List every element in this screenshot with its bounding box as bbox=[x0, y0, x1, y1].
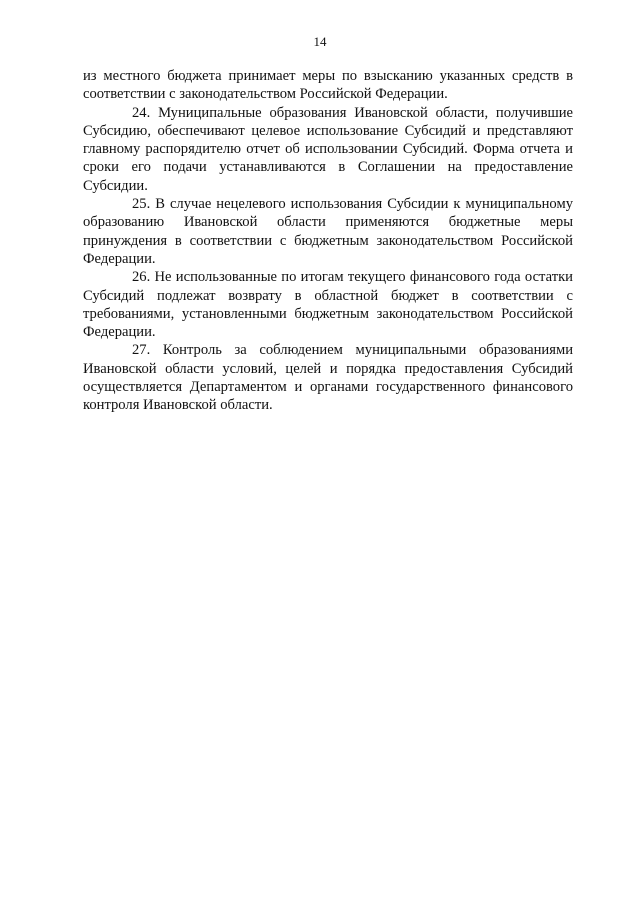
paragraph-24: 24. Муниципальные образования Ивановской области, получившие Субсидию, обеспечивают целевое использование Субсидий и представляют главному распорядителю отчет об использовании Субсидий. Форма отчета и сроки его подачи устанавливаются в Соглашении на предоставление Субсидии. bbox=[83, 104, 573, 194]
document-body bbox=[83, 67, 573, 415]
page-number: 14 bbox=[313, 34, 327, 49]
paragraph-26: 26. Не использованные по итогам текущего финансового года остатки Субсидий подлежат возврату в областной бюджет в соответствии с требованиями, установленными бюджетным законодательством Российской Федерации. bbox=[83, 269, 573, 341]
paragraph-continuation: из местного бюджета принимает меры по взысканию указанных средств в соответствии с законодательством Российской Федерации. bbox=[83, 68, 573, 103]
paragraph-25: 25. В случае нецелевого использования Субсидии к муниципальному образованию Ивановской области применяются бюджетные меры принуждения в соответствии с бюджетным законодательством Российской Федерации. bbox=[83, 196, 573, 267]
paragraph-27: 27. Контроль за соблюдением муниципальными образованиями Ивановской области условий, целей и порядка предоставления Субсидий осуществляется Департаментом и органами государственного финансового контроля Ивановской области. bbox=[83, 342, 573, 414]
